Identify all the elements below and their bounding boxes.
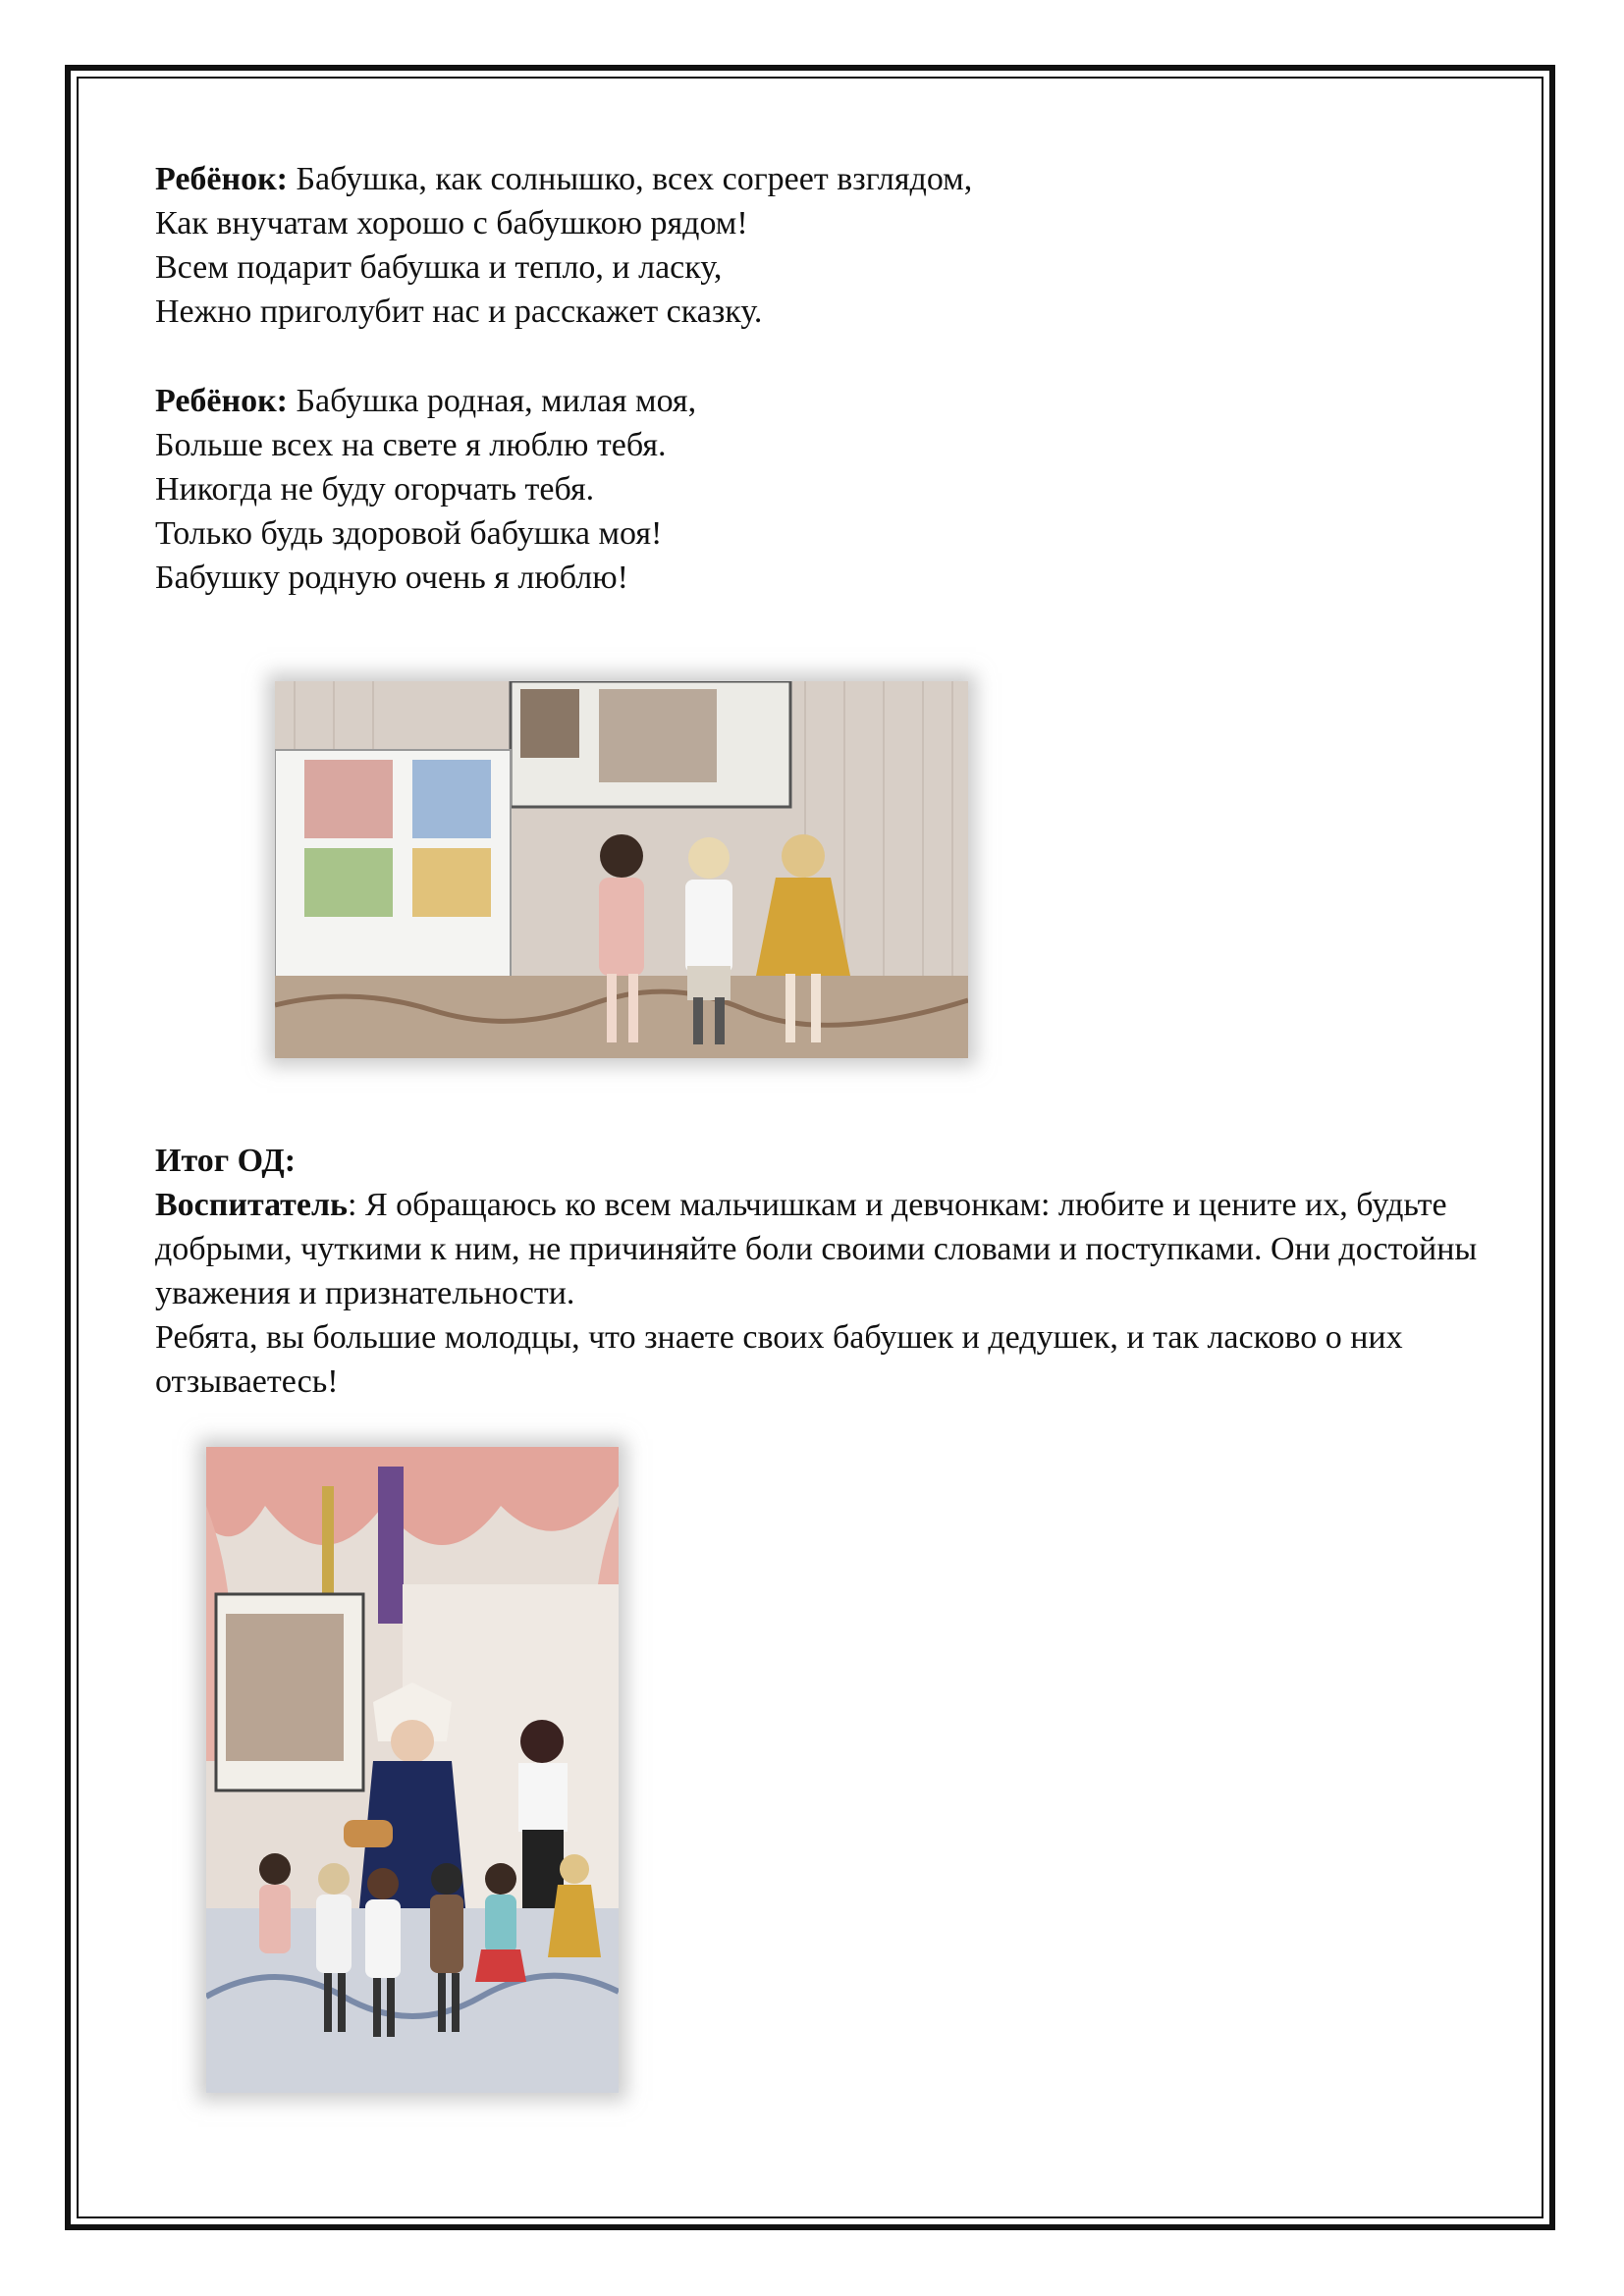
teacher-label: Воспитатель xyxy=(155,1187,349,1223)
photo-grandmother-with-children-image xyxy=(206,1447,619,2093)
poem-stanza-2 xyxy=(155,379,1510,600)
stanza-1-line-1 xyxy=(155,157,1510,201)
stanza-1-line-1-text: Бабушка, как солнышко, всех согреет взглядом, xyxy=(288,161,973,197)
stanza-2-line-4: Только будь здоровой бабушка моя! xyxy=(155,515,663,552)
stanza-2-line-1 xyxy=(155,379,1510,423)
stanza-2-line-1-text: Бабушка родная, милая моя, xyxy=(288,383,697,419)
stanza-1-line-4: Нежно приголубит нас и расскажет сказку. xyxy=(155,294,763,330)
teacher-text: : Я обращаюсь ко всем мальчишкам и девчонкам: любите и цените их, будьте добрыми, чуткими к ним, не причиняйте боли своими словами и поступками. Они достойны уважения и признательности. xyxy=(155,1187,1478,1311)
photo-children-performing-image xyxy=(275,681,968,1058)
stanza-2-line-3: Никогда не буду огорчать тебя. xyxy=(155,471,595,507)
stanza-2-line-5: Бабушку родную очень я люблю! xyxy=(155,560,628,596)
summary-section xyxy=(155,1139,1510,1404)
summary-teacher-paragraph xyxy=(155,1183,1510,1315)
stanza-1-line-3: Всем подарит бабушка и тепло, и ласку, xyxy=(155,249,723,286)
stanza-2-line-2: Больше всех на свете я люблю тебя. xyxy=(155,427,667,463)
summary-heading: Итог ОД: xyxy=(155,1143,297,1179)
photo-grandmother-with-children xyxy=(206,1447,619,2093)
stanza-1-line-2: Как внучатам хорошо с бабушкою рядом! xyxy=(155,205,748,241)
stanza-1-speaker: Ребёнок: xyxy=(155,161,289,197)
summary-closing: Ребята, вы большие молодцы, что знаете своих бабушек и дедушек, и так ласково о них отзываетесь! xyxy=(155,1319,1403,1400)
photo-children-performing xyxy=(275,681,968,1058)
stanza-2-speaker: Ребёнок: xyxy=(155,383,289,419)
poem-stanza-1 xyxy=(155,157,1510,334)
